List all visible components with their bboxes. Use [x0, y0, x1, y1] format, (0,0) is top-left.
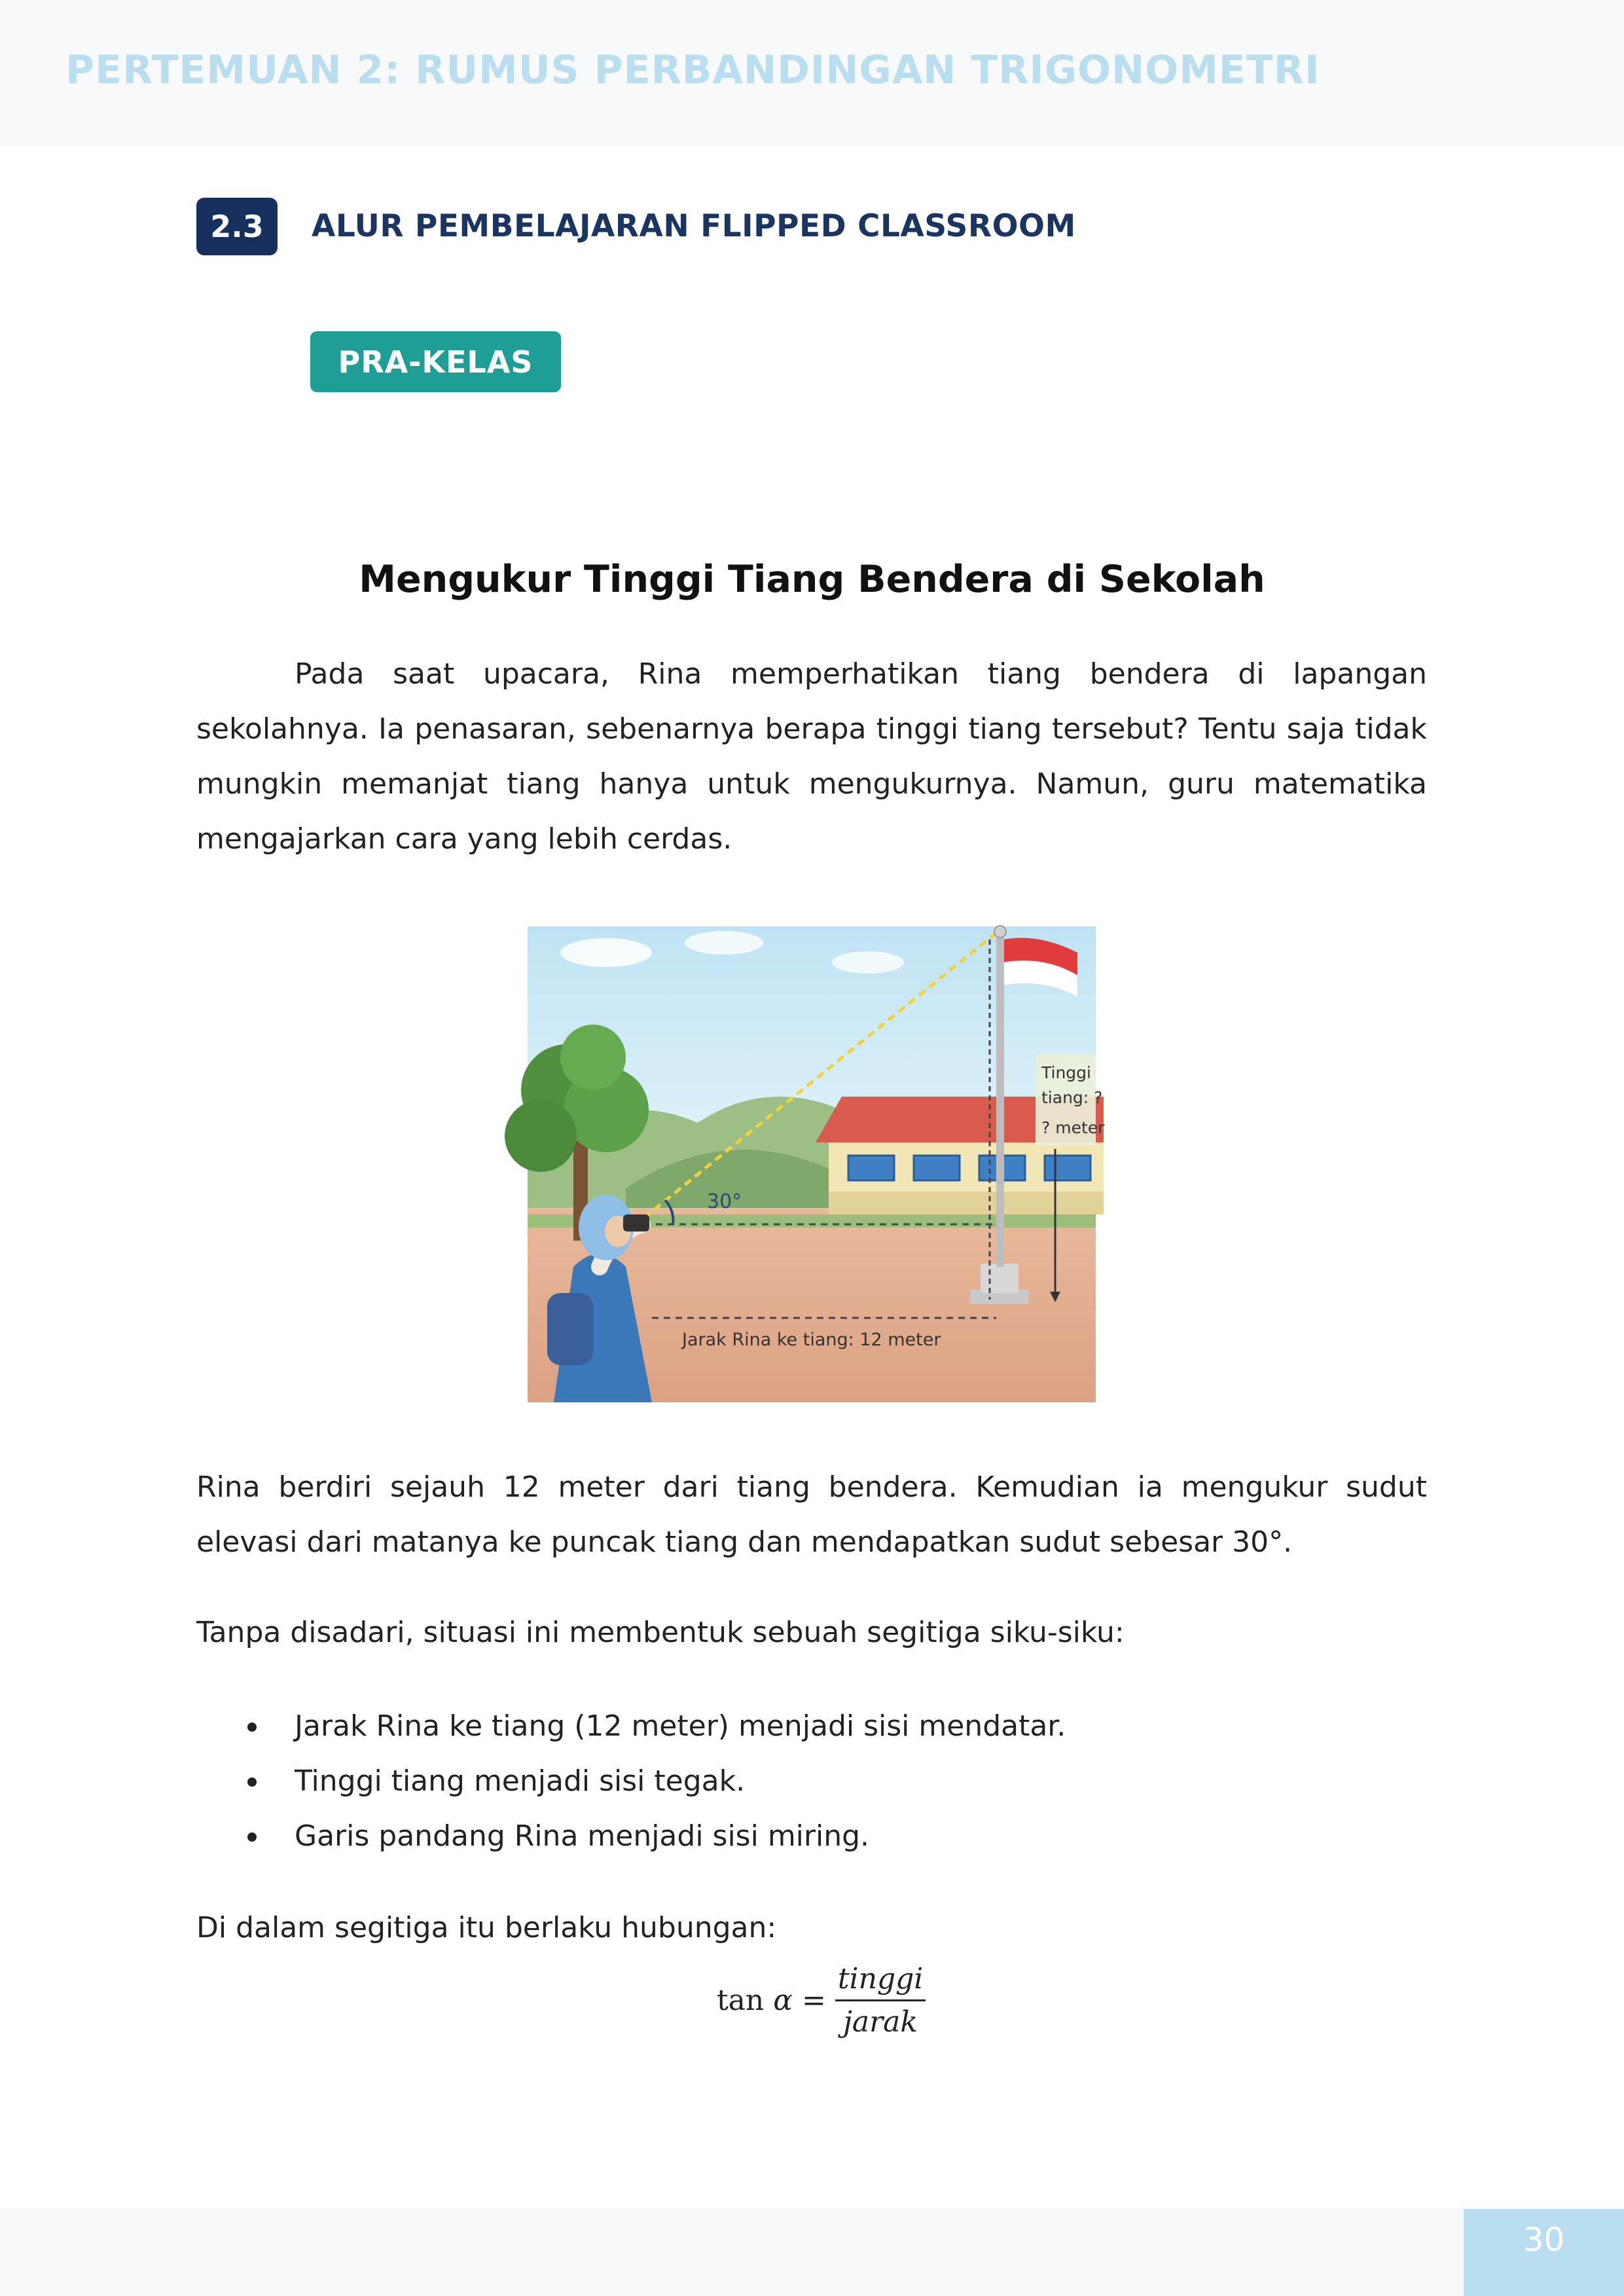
bullet-dot	[247, 1777, 257, 1787]
chapter-title: PERTEMUAN 2: RUMUS PERBANDINGAN TRIGONOMETRI	[65, 47, 1320, 93]
formula-equals: =	[801, 1983, 826, 2017]
list-item: Tinggi tiang menjadi sisi tegak.	[196, 1754, 1427, 1809]
section-number-badge: 2.3	[196, 198, 278, 255]
triangle-intro-paragraph: Tanpa disadari, situasi ini membentuk sebuah segitiga siku-siku:	[196, 1616, 1125, 1649]
cloud	[685, 931, 763, 955]
page-number: 30	[1464, 2209, 1624, 2296]
cloud	[832, 951, 904, 974]
story-title: Mengukur Tinggi Tiang Bendera di Sekolah	[359, 558, 1265, 601]
relation-paragraph: Di dalam segitiga itu berlaku hubungan:	[196, 1911, 777, 1944]
formula-fraction	[835, 1962, 926, 2039]
height-label-line3: ? meter	[1041, 1118, 1105, 1137]
intro-paragraph: Pada saat upacara, Rina memperhatikan tiang bendera di lapangan sekolahnya. Ia penasaran, sebenarnya berapa tinggi tiang tersebut? Tentu saja tidak mungkin memanjat tiang hanya untuk mengukurnya. Namun, guru matematika mengajarkan cara yang lebih cerdas.	[196, 657, 1427, 856]
formula-lhs	[717, 1984, 793, 2017]
header-band	[0, 0, 1624, 145]
angle-label: 30°	[707, 1190, 742, 1213]
triangle-sides-list	[196, 1699, 1427, 1864]
formula-angle: α	[773, 1983, 793, 2017]
footer-band	[0, 2209, 1624, 2296]
tree-crown	[505, 1100, 577, 1172]
formula-function: tan	[717, 1983, 765, 2017]
flagpole	[996, 933, 1004, 1267]
height-label-line1: Tinggi	[1041, 1063, 1091, 1082]
cloud	[560, 938, 652, 967]
flagpole-illustration	[528, 926, 1105, 1402]
list-item: Jarak Rina ke tiang (12 meter) menjadi sisi mendatar.	[196, 1699, 1427, 1754]
tree-crown	[560, 1025, 626, 1090]
formula-numerator: tinggi	[835, 1962, 926, 2001]
setup-paragraph: Rina berdiri sejauh 12 meter dari tiang bendera. Kemudian ia mengukur sudut elevasi dari matanya ke puncak tiang dan mendapatkan sudut sebesar 30°.	[196, 1470, 1427, 1559]
section-title: ALUR PEMBELAJARAN FLIPPED CLASSROOM	[312, 208, 1076, 244]
flagpole-top	[994, 926, 1006, 938]
list-item: Garis pandang Rina menjadi sisi miring.	[196, 1809, 1427, 1864]
phase-badge: PRA-KELAS	[310, 331, 561, 392]
distance-label: Jarak Rina ke tiang: 12 meter	[682, 1330, 941, 1350]
height-label-line2: tiang: ?	[1041, 1088, 1103, 1107]
formula-denominator: jarak	[843, 2005, 918, 2039]
tangent-formula	[717, 1954, 926, 2046]
bullet-dot	[247, 1832, 257, 1842]
flagpole-base	[981, 1264, 1019, 1293]
bullet-dot	[247, 1722, 257, 1732]
